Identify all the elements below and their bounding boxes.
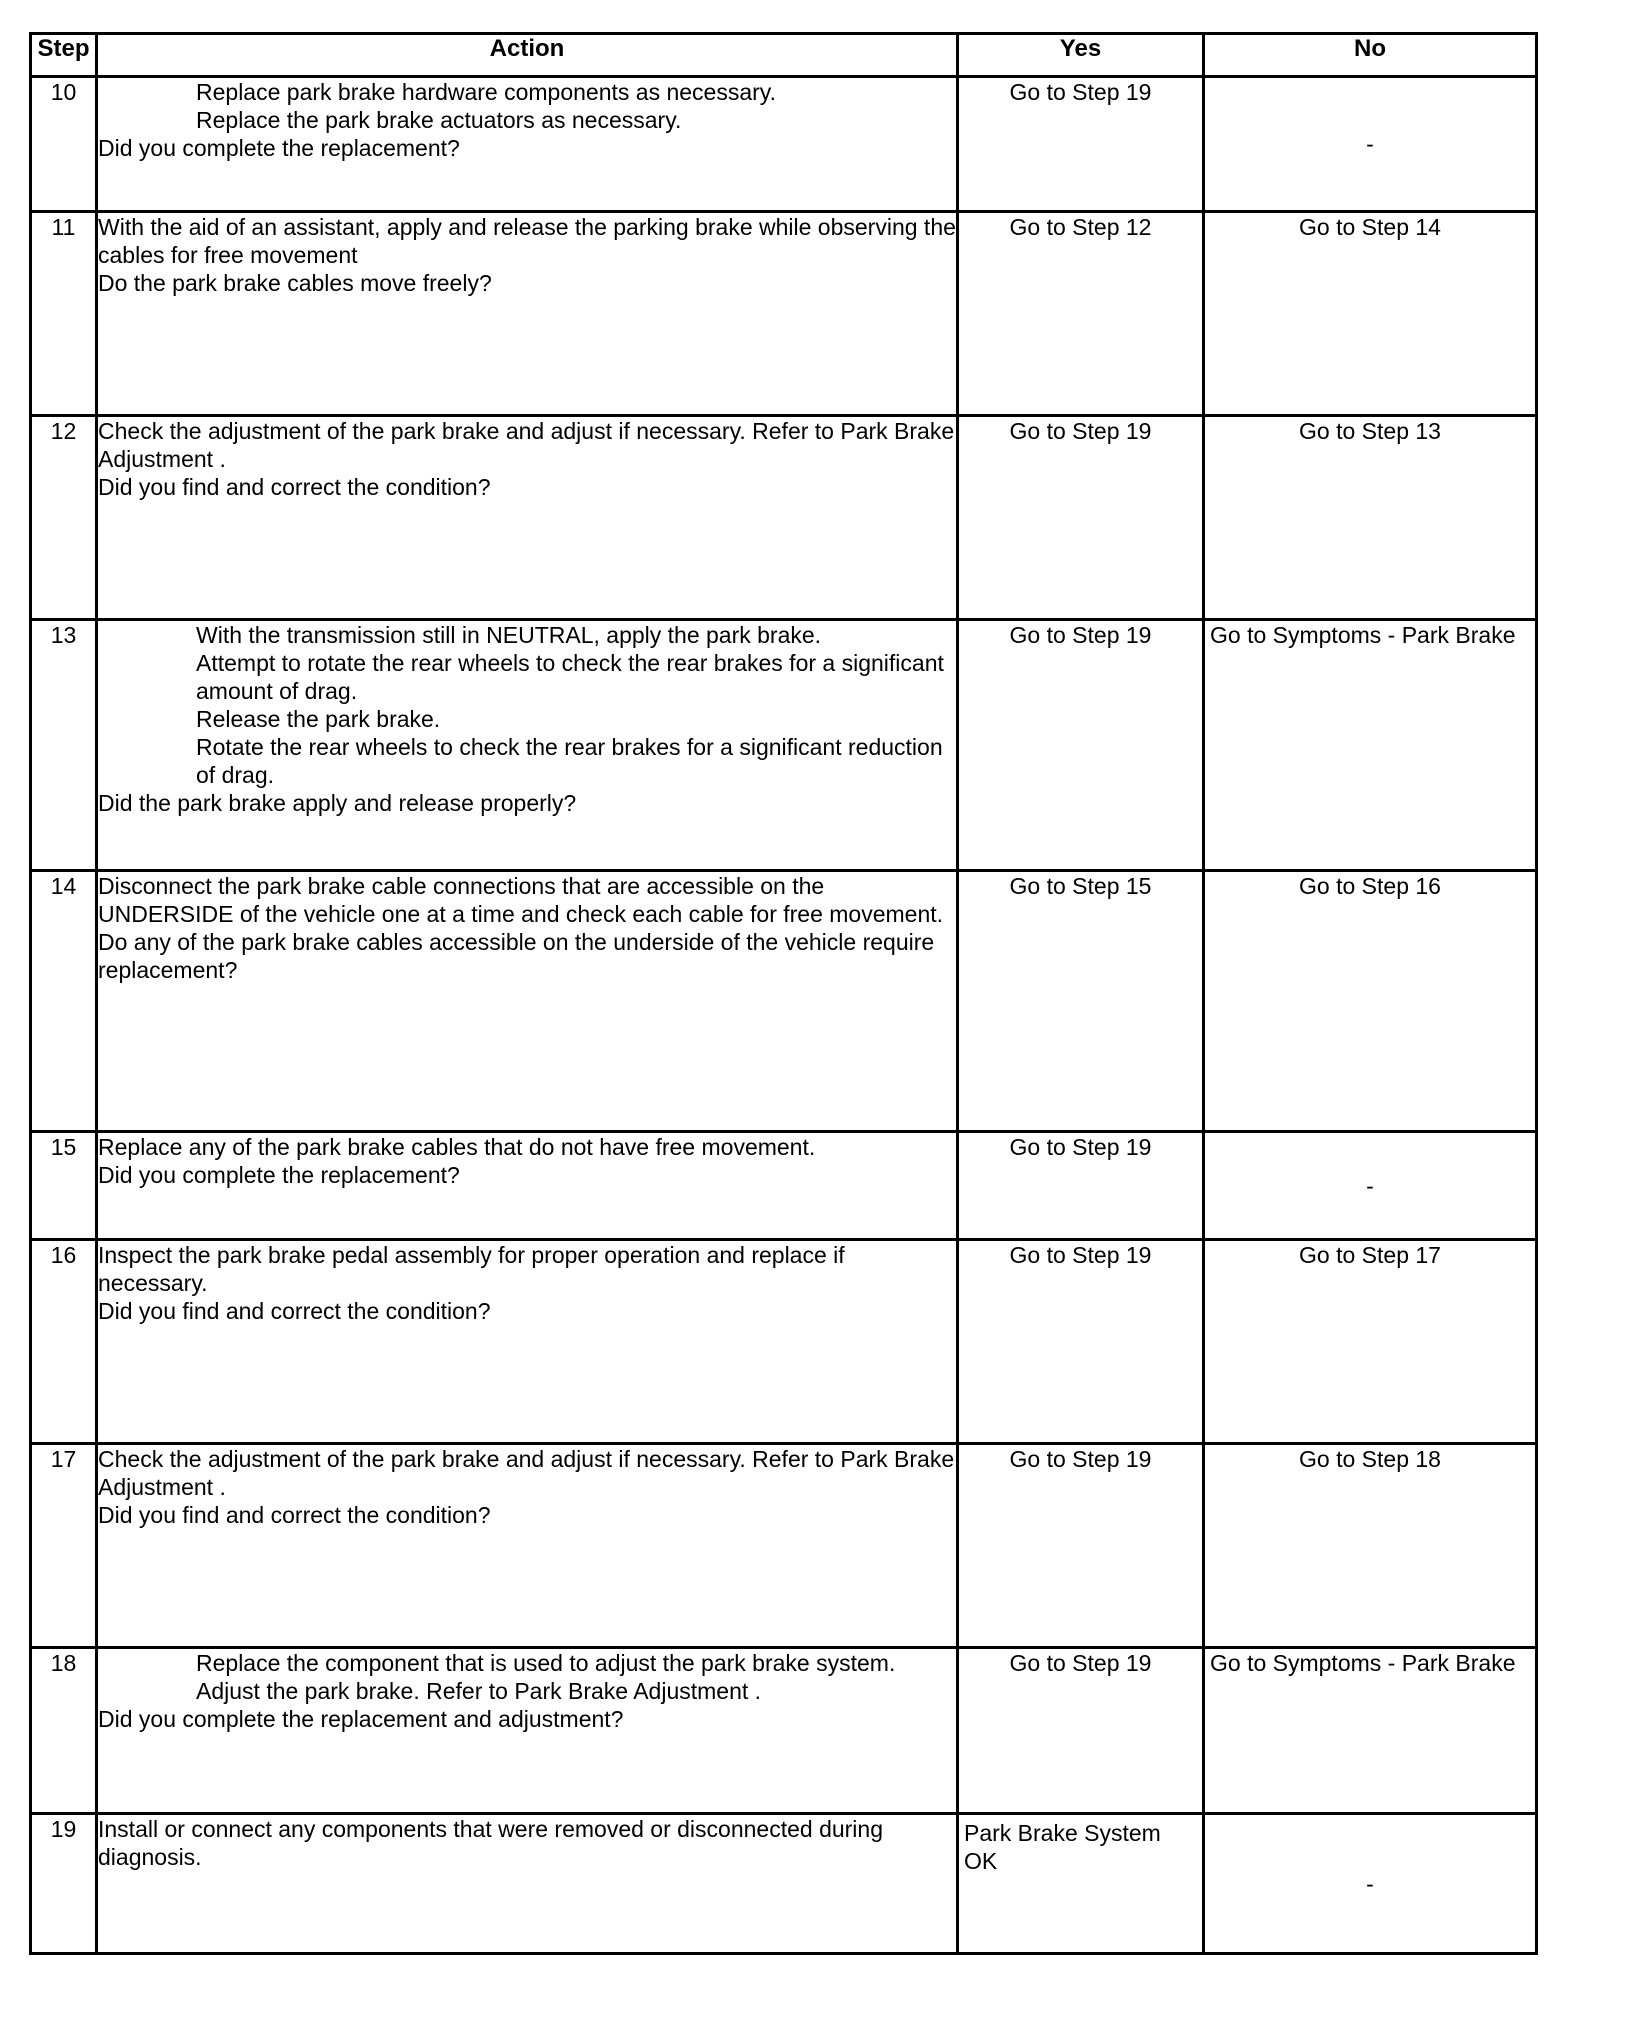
step-number: 10 bbox=[31, 77, 97, 212]
step-number: 19 bbox=[31, 1814, 97, 1954]
action-text: With the aid of an assistant, apply and release the parking brake while observing the cables for free movement bbox=[98, 214, 956, 268]
no-result: Go to Step 17 bbox=[1204, 1240, 1537, 1444]
no-result: Go to Step 13 bbox=[1204, 416, 1537, 620]
no-result: Go to Step 14 bbox=[1204, 212, 1537, 416]
header-no: No bbox=[1204, 34, 1537, 77]
action-steps bbox=[98, 1649, 956, 1705]
table-row bbox=[31, 1240, 1537, 1444]
no-result: - bbox=[1204, 77, 1537, 212]
action-text: Inspect the park brake pedal assembly for proper operation and replace if necessary. bbox=[98, 1242, 845, 1296]
action-cell bbox=[97, 1444, 958, 1648]
yes-result: Go to Step 12 bbox=[958, 212, 1204, 416]
step-number: 17 bbox=[31, 1444, 97, 1648]
action-question: Do any of the park brake cables accessible on the underside of the vehicle require replacement? bbox=[98, 929, 935, 983]
no-result: Go to Step 16 bbox=[1204, 871, 1537, 1132]
yes-result: Go to Step 19 bbox=[958, 1444, 1204, 1648]
table-row bbox=[31, 1132, 1537, 1240]
no-result: Go to Symptoms - Park Brake bbox=[1204, 1648, 1537, 1814]
yes-result: Go to Step 19 bbox=[958, 1648, 1204, 1814]
action-cell bbox=[97, 212, 958, 416]
action-cell bbox=[97, 1648, 958, 1814]
action-step: Replace the component that is used to adjust the park brake system. bbox=[196, 1650, 896, 1676]
header-row bbox=[31, 34, 1537, 77]
table-row bbox=[31, 212, 1537, 416]
step-number: 18 bbox=[31, 1648, 97, 1814]
action-question: Did you find and correct the condition? bbox=[98, 474, 491, 500]
no-result: Go to Step 18 bbox=[1204, 1444, 1537, 1648]
action-question: Did the park brake apply and release properly? bbox=[98, 790, 577, 816]
header-yes: Yes bbox=[958, 34, 1204, 77]
action-step: Release the park brake. bbox=[196, 706, 441, 732]
step-number: 15 bbox=[31, 1132, 97, 1240]
action-text: Replace any of the park brake cables that do not have free movement. bbox=[98, 1134, 816, 1160]
action-text: Check the adjustment of the park brake and adjust if necessary. Refer to Park Brake Adjustment . bbox=[98, 1446, 955, 1500]
action-cell bbox=[97, 620, 958, 871]
diagnostic-table bbox=[29, 32, 1538, 1955]
action-step: Rotate the rear wheels to check the rear brakes for a significant reduction of drag. bbox=[196, 734, 943, 788]
header-action: Action bbox=[97, 34, 958, 77]
action-step: Adjust the park brake. Refer to Park Brake Adjustment . bbox=[196, 1678, 762, 1704]
action-question: Did you complete the replacement and adjustment? bbox=[98, 1706, 624, 1732]
yes-result: Go to Step 15 bbox=[958, 871, 1204, 1132]
yes-result: Go to Step 19 bbox=[958, 77, 1204, 212]
action-cell bbox=[97, 416, 958, 620]
table-row bbox=[31, 77, 1537, 212]
step-number: 14 bbox=[31, 871, 97, 1132]
action-step: Attempt to rotate the rear wheels to check the rear brakes for a significant amount of drag. bbox=[196, 650, 944, 704]
action-steps bbox=[98, 78, 956, 134]
step-number: 16 bbox=[31, 1240, 97, 1444]
table-row bbox=[31, 620, 1537, 871]
step-number: 12 bbox=[31, 416, 97, 620]
no-result: - bbox=[1204, 1814, 1537, 1954]
action-cell bbox=[97, 1240, 958, 1444]
action-cell bbox=[97, 871, 958, 1132]
yes-result: Park Brake System OK bbox=[958, 1814, 1204, 1954]
action-step: Replace park brake hardware components as necessary. bbox=[196, 79, 776, 105]
no-result: Go to Symptoms - Park Brake bbox=[1204, 620, 1537, 871]
yes-result: Go to Step 19 bbox=[958, 620, 1204, 871]
action-step: With the transmission still in NEUTRAL, apply the park brake. bbox=[196, 622, 822, 648]
header-step: Step bbox=[31, 34, 97, 77]
table-row bbox=[31, 871, 1537, 1132]
step-number: 11 bbox=[31, 212, 97, 416]
action-text: Disconnect the park brake cable connections that are accessible on the UNDERSIDE of the vehicle one at a time and check each cable for free movement. bbox=[98, 873, 944, 927]
action-text: Check the adjustment of the park brake and adjust if necessary. Refer to Park Brake Adjustment . bbox=[98, 418, 955, 472]
action-cell bbox=[97, 1132, 958, 1240]
action-cell bbox=[97, 1814, 958, 1954]
action-question: Did you complete the replacement? bbox=[98, 135, 460, 161]
action-question: Do the park brake cables move freely? bbox=[98, 270, 492, 296]
action-step: Replace the park brake actuators as necessary. bbox=[196, 107, 682, 133]
table-row bbox=[31, 416, 1537, 620]
table-row bbox=[31, 1444, 1537, 1648]
action-question: Did you find and correct the condition? bbox=[98, 1298, 491, 1324]
table-row bbox=[31, 1648, 1537, 1814]
action-question: Did you find and correct the condition? bbox=[98, 1502, 491, 1528]
action-question: Did you complete the replacement? bbox=[98, 1162, 460, 1188]
no-result: - bbox=[1204, 1132, 1537, 1240]
yes-result: Go to Step 19 bbox=[958, 1132, 1204, 1240]
step-number: 13 bbox=[31, 620, 97, 871]
action-steps bbox=[98, 621, 956, 789]
yes-result: Go to Step 19 bbox=[958, 1240, 1204, 1444]
table-row bbox=[31, 1814, 1537, 1954]
action-text: Install or connect any components that were removed or disconnected during diagnosis. bbox=[98, 1816, 883, 1870]
yes-result: Go to Step 19 bbox=[958, 416, 1204, 620]
action-cell bbox=[97, 77, 958, 212]
